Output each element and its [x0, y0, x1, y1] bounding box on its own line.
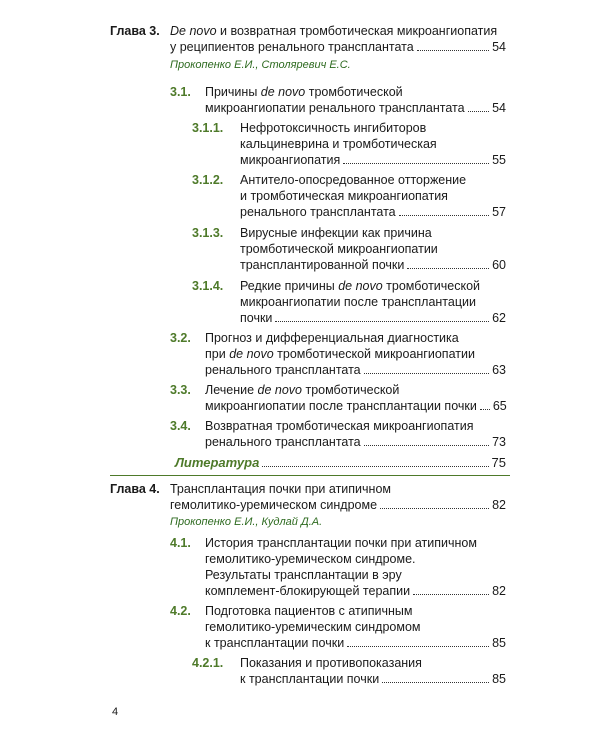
section-4-2-1-number: 4.2.1. [192, 656, 224, 670]
section-4-1-number: 4.1. [170, 536, 191, 550]
section-4-2-number: 4.2. [170, 604, 191, 618]
chapter-4-label: Глава 4. [110, 482, 160, 496]
section-4-1-title: История трансплантации почки при атипичном гемолитико-уремическом синдроме. Результаты трансплантации в эру комплемент-блокирующей терапии 82 [205, 536, 506, 598]
chapter-3-title-latin: De novo [170, 24, 217, 38]
chapter-3-title: De novo и возвратная тромботическая микроангиопатия у реципиентов ренального трансплантата 54 [170, 24, 506, 54]
chapter-4-page: 82 [492, 498, 506, 512]
chapter-3-authors: Прокопенко Е.И., Столяревич Е.С. [170, 59, 351, 71]
section-3-1-2-title: Антитело-опосредованное отторжение и тромботическая микроангиопатия ренального трансплантата 57 [240, 173, 506, 219]
section-3-4-number: 3.4. [170, 419, 191, 433]
section-3-3-title: Лечение de novo тромботической микроангиопатии после трансплантации почки 65 [205, 383, 507, 413]
chapter-3-page: 54 [492, 40, 506, 54]
literature-entry [175, 455, 506, 471]
section-3-1-4-title: Редкие причины de novo тромботической микроангиопатии после трансплантации почки 62 [240, 279, 506, 325]
section-3-2-title: Прогноз и дифференциальная диагностика при de novo тромботической микроангиопатии ренального трансплантата 63 [205, 331, 506, 377]
section-3-1-4-number: 3.1.4. [192, 279, 224, 293]
chapter-4-authors: Прокопенко Е.И., Кудлай Д.А. [170, 516, 323, 528]
section-3-1-2-number: 3.1.2. [192, 173, 224, 187]
section-3-3-number: 3.3. [170, 383, 191, 397]
page-number: 4 [112, 706, 119, 718]
section-3-2-number: 3.2. [170, 331, 191, 345]
chapter-3-label: Глава 3. [110, 24, 160, 38]
section-4-2-1-title: Показания и противопоказания к трансплантации почки 85 [240, 656, 506, 686]
section-3-1-3-title: Вирусные инфекции как причина тромботической микроангиопатии трансплантированной почки 60 [240, 226, 506, 272]
leader-dots [417, 50, 489, 51]
section-3-1-title: Причины de novo тромботической микроангиопатии ренального трансплантата 54 [205, 85, 506, 115]
section-3-1-3-number: 3.1.3. [192, 226, 224, 240]
chapter-divider [110, 475, 510, 476]
literature-page: 75 [491, 455, 506, 470]
chapter-4-title: Трансплантация почки при атипичном гемолитико-уремическом синдроме 82 [170, 482, 506, 512]
section-3-1-number: 3.1. [170, 85, 191, 99]
literature-label: Литература [175, 455, 260, 470]
section-3-1-1-title: Нефротоксичность ингибиторов кальциневрина и тромботическая микроангиопатия 55 [240, 121, 506, 167]
section-3-4-title: Возвратная тромботическая микроангиопатия ренального трансплантата 73 [205, 419, 506, 449]
section-4-2-title: Подготовка пациентов с атипичным гемолитико-уремическим синдромом к трансплантации почки 85 [205, 604, 506, 650]
section-3-1-1-number: 3.1.1. [192, 121, 224, 135]
